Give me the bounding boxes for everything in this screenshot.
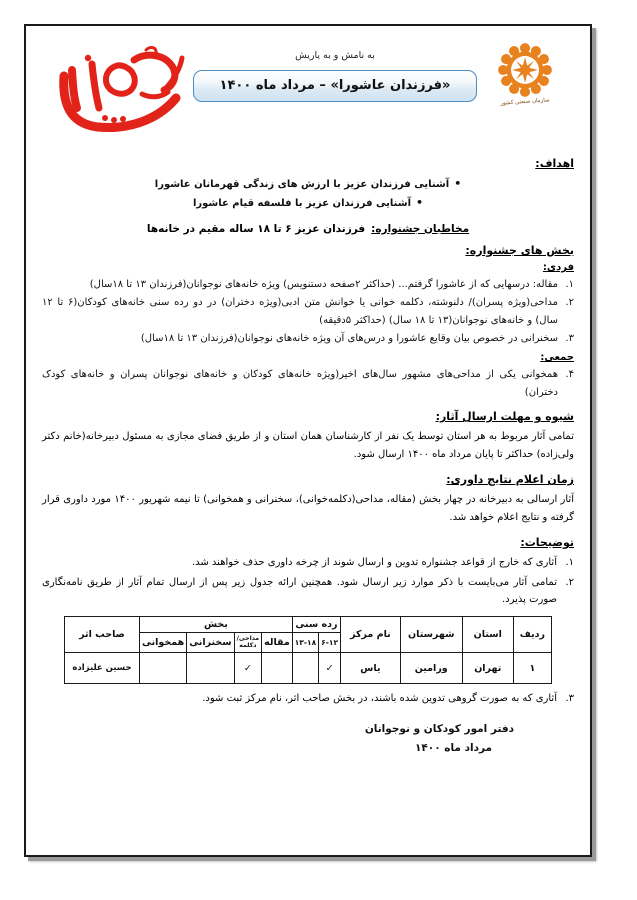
list-item (42, 366, 574, 401)
submission-text: تمامی آثار مربوط به هر استان توسط یک نفر از کارشناسان همان استان و از طریق فضای مجازی به مسئول دبیرخانه(خانم دکتر ولی‌زاده) حداکثر تا پایان مرداد ماه ۱۴۰۰ ارسال شود. (42, 431, 574, 461)
list-item (42, 574, 574, 609)
table-header-row-1 (65, 616, 552, 632)
list-item-number: ۴. (565, 369, 574, 381)
individual-sections-list (42, 276, 574, 348)
objectives-list (42, 175, 574, 213)
organization-logo (482, 42, 568, 105)
document-page (24, 24, 592, 857)
cell-eulogy: ✓ (234, 653, 262, 684)
list-item-number: ۱. (565, 278, 574, 290)
cell-speech (187, 653, 234, 684)
th-province: استان (462, 616, 513, 653)
logo-caption: سازمان صنعتی کشور (500, 97, 550, 107)
th-age-13-18: ۱۳-۱۸ (292, 632, 318, 653)
cell-county: ورامین (400, 653, 462, 684)
list-item-text: تمامی آثار می‌بایست با ذکر موارد زیر ارسال شود. همچنین ارائه جدول زیر پس از ارسال تمام آثار از طریق نامه‌نگاری صورت پذیرد. (42, 576, 557, 606)
th-owner: صاحب اثر (65, 616, 140, 653)
list-item-number: ۳. (565, 693, 574, 705)
labbayk-ya-hussein-calligraphy-icon (46, 36, 196, 148)
cell-row: ۱ (513, 653, 551, 684)
list-item (42, 330, 574, 347)
th-chorus: همخوانی (139, 632, 186, 653)
list-item-number: ۱. (565, 557, 574, 569)
cell-article (262, 653, 293, 684)
individual-label: فردی: (542, 261, 574, 273)
th-row: ردیف (513, 616, 551, 653)
th-county: شهرستان (400, 616, 462, 653)
list-item-number: ۲. (565, 297, 574, 309)
objectives-heading: اهداف: (535, 157, 574, 170)
th-eulogy: مداحی/ دکلمه (234, 632, 262, 653)
judging-heading: زمان اعلام نتایج داوری: (446, 473, 574, 487)
notes-list (42, 554, 574, 609)
registration-table (64, 616, 552, 685)
list-item-text: مقاله: درسهایی که از عاشورا گرفتم... (حداکثر ۲صفحه دستنویس) ویژه خانه‌های نوجوانان(فرزندان ۱۳ تا ۱۸سال) (89, 278, 558, 290)
list-item-text: مداحی(ویژه پسران)/ دلنوشته، دکلمه خوانی یا خوانش متن ادبی(ویژه دختران) در دو رده سنی خانه‌های کودکان(۶ تا ۱۲ سال) و خانه‌های نوجوانان(۱۳ تا ۱۸ سال) (حداکثر ۵دقیقه) (42, 297, 559, 326)
cell-owner: حسین علیزاده (65, 653, 140, 684)
th-article: مقاله (262, 632, 293, 653)
document-footer (42, 720, 574, 759)
audience-label: مخاطبان جشنواره: (371, 222, 470, 235)
footer-office: دفتر امور کودکان و نوجوانان (364, 722, 514, 735)
sun-flower-mandala-icon (482, 42, 568, 98)
cell-province: تهران (462, 653, 513, 684)
cell-age-6-12: ✓ (319, 653, 341, 684)
list-item (42, 276, 574, 293)
group-sections-list (42, 366, 574, 401)
group-label: جمعی: (540, 352, 574, 364)
list-item: • آشنایی فرزندان عزیز با فلسفه قیام عاشورا (42, 194, 574, 213)
list-item (42, 554, 574, 572)
document-content (26, 26, 590, 855)
table-body (65, 653, 552, 684)
judging-text: آثار ارسالی به دبیرخانه در چهار بخش (مقاله، مداحی(دکلمه‌خوانی)، سخنرانی و همخوانی) تا نیمه شهریور ۱۴۰۰ مورد داوری قرار گرفته و نتایج اعلام خواهد شد. (42, 494, 574, 524)
table-row (65, 653, 552, 684)
list-item: • آشنایی فرزندان عزیز با ارزش های زندگی قهرمانان عاشورا (42, 175, 574, 194)
submission-heading: شیوه و مهلت ارسال آثار: (435, 410, 574, 424)
list-item-text: آثاری که به صورت گروهی تدوین شده باشند، در بخش صاحب اثر، نام مرکز ثبت شود. (202, 693, 557, 705)
list-item-text: همخوانی یکی از مداحی‌های مشهور سال‌های اخیر(ویژه خانه‌های کودکان و خانه‌های نوجوانان پسران و خانه‌های کودک دختران) (42, 369, 558, 398)
list-item-text: سخنرانی در خصوص بیان وقایع عاشورا و درس‌های آن ویژه خانه‌های نوجوانان(فرزندان ۱۳ تا ۱۸سال) (140, 332, 558, 344)
table-header (65, 616, 552, 653)
list-item-text: آثاری که خارج از قواعد جشنواره تدوین و ارسال شوند از چرخه داوری حذف خواهند شد. (191, 557, 557, 569)
th-age-6-12: ۶-۱۲ (319, 632, 341, 653)
list-item-number: ۲. (565, 576, 574, 588)
sections-heading: بخش های جشنواره: (465, 243, 574, 257)
audience-row (42, 223, 574, 235)
list-item (42, 690, 574, 708)
title-banner: «فرزندان عاشورا» – مرداد ماه ۱۴۰۰ (193, 70, 478, 102)
list-item-number: ۳. (565, 332, 574, 344)
notes-heading: توضیحات: (520, 536, 574, 550)
cell-center-name: یاس (341, 653, 401, 684)
bismillah-text: به نامش و به یاریش (295, 50, 375, 61)
list-item (42, 294, 574, 329)
th-center-name: نام مرکز (341, 616, 401, 653)
th-age-group: رده سنی (292, 616, 340, 632)
cell-age-13-18 (292, 653, 318, 684)
cell-chorus (139, 653, 186, 684)
th-section: بخش (139, 616, 292, 632)
header-center (192, 50, 478, 102)
document-header (42, 36, 574, 148)
notes-list-continued (42, 690, 574, 708)
footer-date: مرداد ماه ۱۴۰۰ (414, 742, 492, 755)
audience-value: فرزندان عزیز ۶ تا ۱۸ ساله مقیم در خانه‌ها (146, 222, 366, 235)
th-speech: سخنرانی (187, 632, 234, 653)
